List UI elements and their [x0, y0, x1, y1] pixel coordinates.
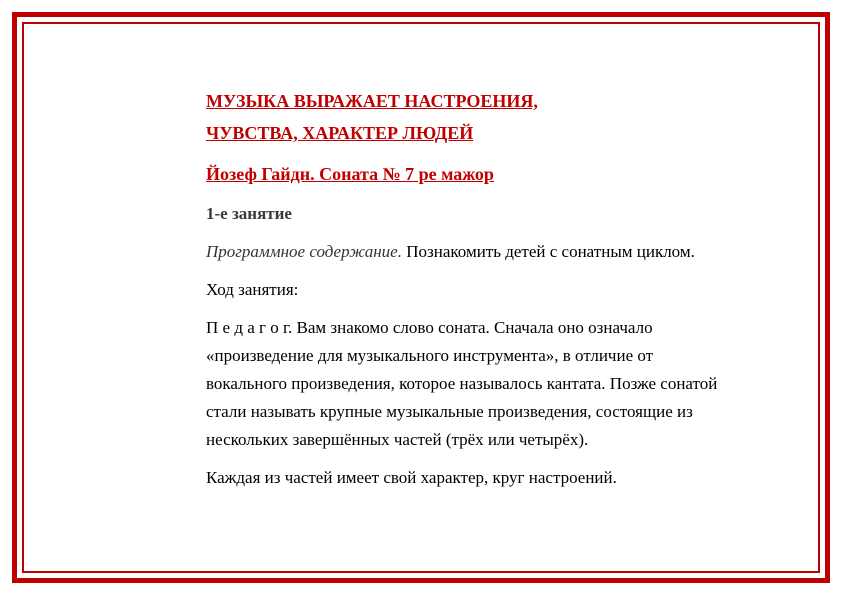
- program-text: Познакомить детей с сонатным циклом.: [401, 242, 695, 261]
- title-line-1: МУЗЫКА ВЫРАЖАЕТ НАСТРОЕНИЯ,: [206, 91, 538, 111]
- course-heading: Ход занятия:: [206, 280, 299, 299]
- program-label: Программное содержание.: [206, 242, 402, 261]
- document-title: [206, 85, 736, 149]
- document-subtitle: Йозеф Гайдн. Соната № 7 ре мажор: [206, 164, 494, 184]
- lesson-heading: 1-е занятие: [206, 204, 292, 223]
- teacher-paragraph: П е д а г о г. Вам знакомо слово соната. Сначала оно означало «произведение для музыкального инструмента», в отличие от вокального произведения, которое называлось кантата. Позже сонатой стали называть крупные музыкальные произведения, состоящие из нескольких завершённых частей (трёх или четырёх).: [206, 318, 718, 449]
- document-body: [206, 85, 736, 492]
- closing-paragraph: Каждая из частей имеет свой характер, круг настроений.: [206, 468, 617, 487]
- program-paragraph: [206, 238, 736, 266]
- title-line-2: ЧУВСТВА, ХАРАКТЕР ЛЮДЕЙ: [206, 123, 474, 143]
